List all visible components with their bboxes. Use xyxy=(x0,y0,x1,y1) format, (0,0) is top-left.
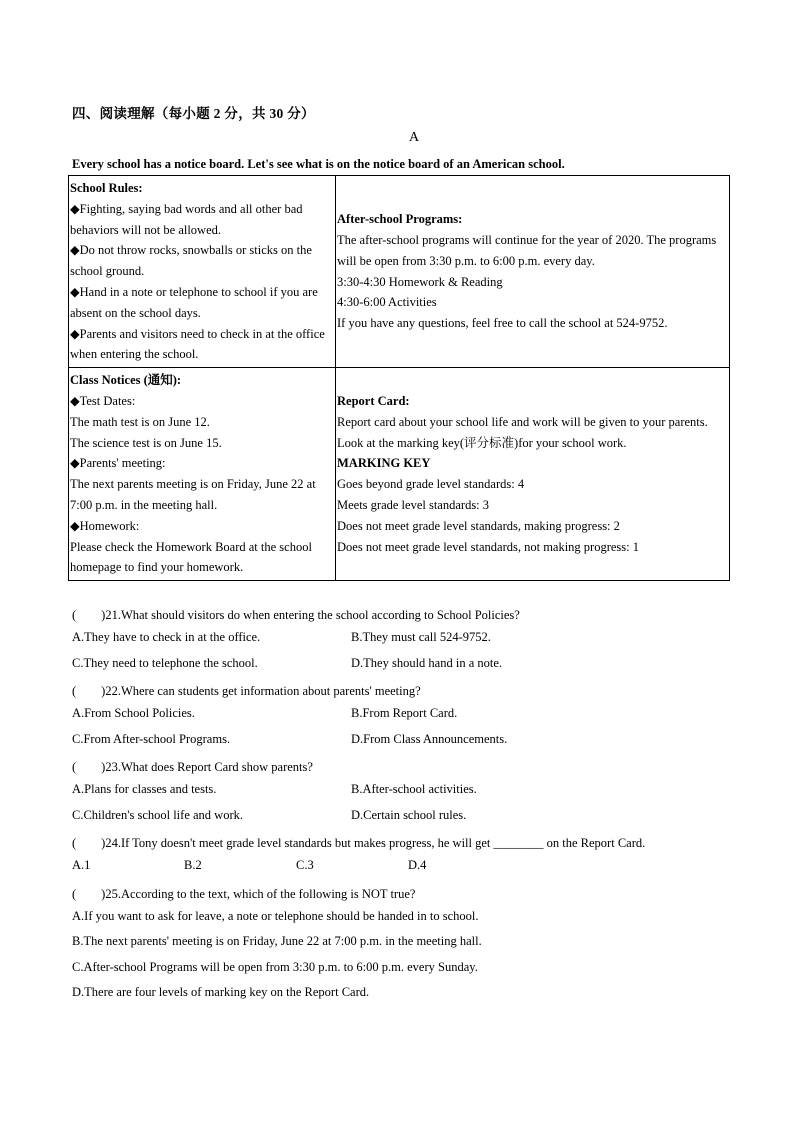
class-notice-line: The science test is on June 15. xyxy=(70,435,222,450)
school-rule-item: ◆Fighting, saying bad words and all other bad behaviors will not be allowed. xyxy=(70,201,303,237)
question-22-stem: ( )22.Where can students get information about parents' meeting? xyxy=(72,684,421,698)
after-school-heading: After-school Programs: xyxy=(337,212,463,227)
report-card-intro: Report card about your school life and work will be given to your parents. Look at the marking key(评分标准)for your school work. xyxy=(337,414,708,450)
question-22-option-a[interactable]: A.From School Policies. xyxy=(72,706,195,720)
marking-key-item: Does not meet grade level standards, making progress: 2 xyxy=(337,518,620,533)
after-school-line: If you have any questions, feel free to call the school at 524-9752. xyxy=(337,316,668,331)
school-rule-item: ◆Parents and visitors need to check in at the office when entering the school. xyxy=(70,326,325,362)
class-notices-cell xyxy=(69,368,336,581)
after-school-line: 3:30-4:30 Homework & Reading xyxy=(337,274,503,289)
class-notice-line: Please check the Homework Board at the school homepage to find your homework. xyxy=(70,539,312,575)
class-notice-line: The math test is on June 12. xyxy=(70,414,210,429)
passage-letter: A xyxy=(408,130,420,145)
question-24-option-d[interactable]: D.4 xyxy=(408,858,427,872)
question-23-option-a[interactable]: A.Plans for classes and tests. xyxy=(72,782,217,796)
after-school-line: 4:30-6:00 Activities xyxy=(337,295,437,310)
question-25-stem: ( )25.According to the text, which of the following is NOT true? xyxy=(72,887,416,901)
question-23-option-b[interactable]: B.After-school activities. xyxy=(351,782,477,796)
question-21-stem: ( )21.What should visitors do when entering the school according to School Policies? xyxy=(72,608,520,622)
class-notices-heading: Class Notices (通知): xyxy=(70,373,182,388)
school-rule-item: ◆Do not throw rocks, snowballs or sticks on the school ground. xyxy=(70,243,312,279)
school-rules-heading: School Rules: xyxy=(70,181,143,195)
class-notice-line: ◆Test Dates: xyxy=(70,393,136,408)
question-21-option-d[interactable]: D.They should hand in a note. xyxy=(351,656,503,670)
question-25-option-a[interactable]: A.If you want to ask for leave, a note or telephone should be handed in to school. xyxy=(72,909,479,923)
section-title: 四、阅读理解（每小题 2 分，共 30 分） xyxy=(72,106,315,121)
passage-intro: Every school has a notice board. Let's see what is on the notice board of an American school. xyxy=(72,157,565,171)
question-24-option-c[interactable]: C.3 xyxy=(296,858,314,872)
question-22-option-d[interactable]: D.From Class Announcements. xyxy=(351,732,508,746)
school-rule-item: ◆Hand in a note or telephone to school if you are absent on the school days. xyxy=(70,284,318,320)
question-25-option-d[interactable]: D.There are four levels of marking key on the Report Card. xyxy=(72,985,370,999)
question-21-option-a[interactable]: A.They have to check in at the office. xyxy=(72,630,261,644)
report-card-cell xyxy=(336,368,730,581)
question-21-option-c[interactable]: C.They need to telephone the school. xyxy=(72,656,258,670)
question-23-option-c[interactable]: C.Children's school life and work. xyxy=(72,808,243,822)
class-notice-line: ◆Homework: xyxy=(70,518,140,533)
class-notice-line: The next parents meeting is on Friday, June 22 at 7:00 p.m. in the meeting hall. xyxy=(70,477,316,512)
question-25-option-c[interactable]: C.After-school Programs will be open from 3:30 p.m. to 6:00 p.m. every Sunday. xyxy=(72,960,478,974)
question-24-option-b[interactable]: B.2 xyxy=(184,858,202,872)
class-notice-line: ◆Parents' meeting: xyxy=(70,456,166,471)
notice-board-table xyxy=(68,175,730,581)
report-card-heading: Report Card: xyxy=(337,393,410,408)
marking-key-item: Does not meet grade level standards, not making progress: 1 xyxy=(337,539,640,554)
marking-key-item: Goes beyond grade level standards: 4 xyxy=(337,477,525,492)
question-22-option-b[interactable]: B.From Report Card. xyxy=(351,706,458,720)
question-25-option-b[interactable]: B.The next parents' meeting is on Friday, June 22 at 7:00 p.m. in the meeting hall. xyxy=(72,934,482,948)
question-23-stem: ( )23.What does Report Card show parents? xyxy=(72,760,313,774)
school-rules-cell xyxy=(69,176,336,368)
question-22-option-c[interactable]: C.From After-school Programs. xyxy=(72,732,231,746)
question-23-option-d[interactable]: D.Certain school rules. xyxy=(351,808,467,822)
after-school-line: The after-school programs will continue for the year of 2020. The programs will be open from 3:30 p.m. to 6:00 p.m. every day. xyxy=(337,232,717,268)
question-24-stem: ( )24.If Tony doesn't meet grade level standards but makes progress, he will get ________ on the Report Card. xyxy=(72,836,646,850)
question-24-option-a[interactable]: A.1 xyxy=(72,858,91,872)
question-21-option-b[interactable]: B.They must call 524-9752. xyxy=(351,630,491,644)
after-school-cell xyxy=(336,176,730,368)
marking-key-title: MARKING KEY xyxy=(337,456,431,471)
marking-key-item: Meets grade level standards: 3 xyxy=(337,497,490,512)
